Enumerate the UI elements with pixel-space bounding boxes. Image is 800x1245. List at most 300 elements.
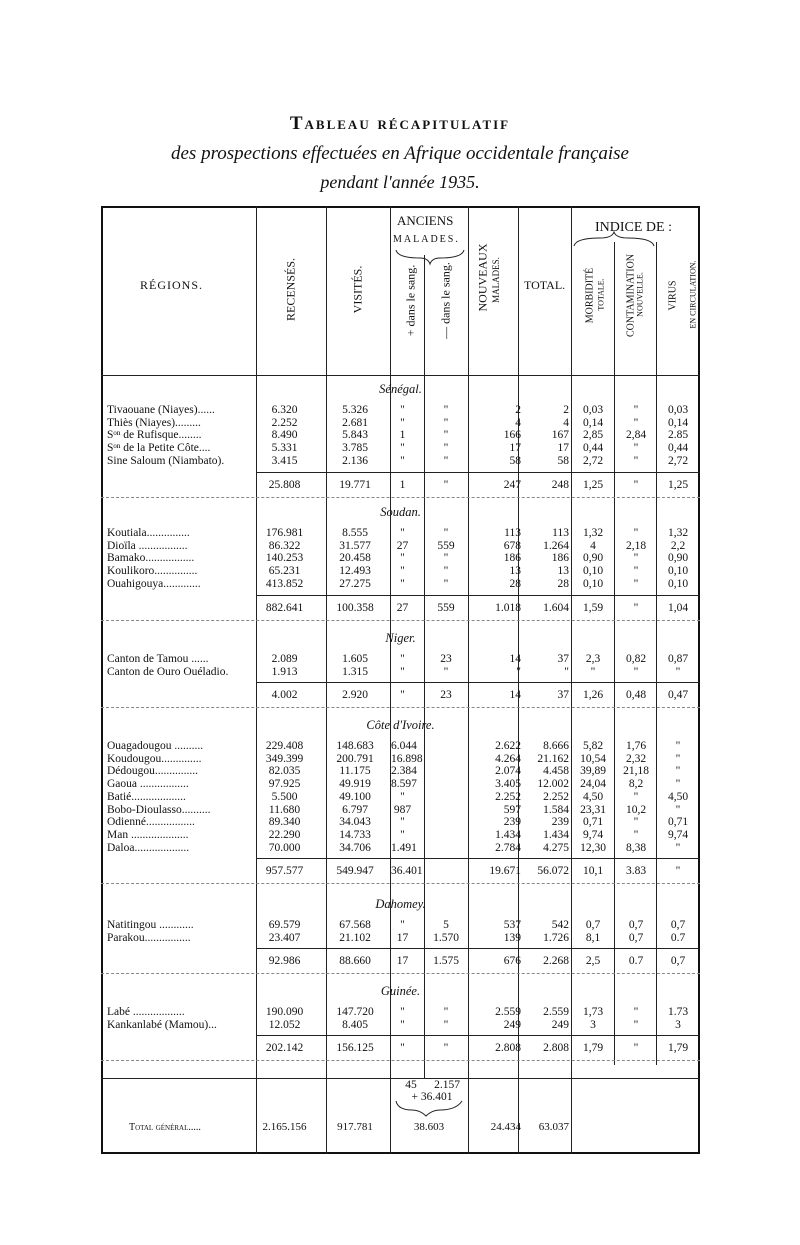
- region-name: Ouagadougou ..........: [107, 740, 204, 752]
- table-row: [101, 829, 700, 842]
- cell-value: 987: [393, 803, 412, 816]
- cell-value: 22.290: [268, 828, 301, 841]
- header-nouveaux-malades: MALADES.: [491, 257, 501, 303]
- subtotal-value: 2.268: [543, 955, 569, 968]
- subtotal-value: ": [443, 1042, 449, 1055]
- cell-value: 70.000: [268, 841, 301, 854]
- subtotal-value: 19.771: [339, 478, 371, 491]
- cell-value: 1.570: [433, 931, 459, 944]
- cell-value: 2: [515, 404, 521, 416]
- cell-value: ": [443, 577, 449, 590]
- cell-value: ": [400, 416, 405, 429]
- subtotal-value: 2.808: [543, 1042, 569, 1055]
- cell-value: ": [633, 454, 639, 467]
- cell-value: 5.331: [271, 442, 298, 455]
- cell-value: 1.491: [391, 841, 417, 854]
- subtotal-value: 19.671: [489, 865, 521, 878]
- cell-value: ": [443, 527, 449, 539]
- cell-value: 4.264: [495, 752, 521, 765]
- header-total: TOTAL.: [524, 278, 566, 292]
- cell-value: 140.253: [265, 552, 304, 565]
- subtotal-value: ": [633, 478, 639, 491]
- table-row: [101, 417, 700, 430]
- cell-value: ": [443, 416, 449, 429]
- subtotal-value: 1,25: [667, 478, 689, 491]
- subtotal-value: 2.808: [495, 1042, 521, 1055]
- cell-value: 0,82: [625, 653, 647, 665]
- subtotal-value: 559: [437, 601, 455, 614]
- header-recenses: RECENSÉS.: [283, 258, 298, 322]
- cell-value: 8.490: [271, 429, 298, 442]
- cell-value: ": [443, 454, 449, 467]
- cell-value: 49.100: [339, 790, 371, 803]
- cell-value: ": [633, 416, 639, 429]
- cell-value: 0,03: [667, 404, 689, 416]
- section-separator: [101, 883, 700, 884]
- region-name: Gaoua .................: [107, 778, 189, 791]
- header-virus-circulation: EN CIRCULATION.: [688, 260, 698, 329]
- cell-value: 23.407: [268, 931, 301, 944]
- cell-value: ": [400, 552, 405, 565]
- cell-value: 21,18: [623, 765, 649, 778]
- subtotal-value: 248: [551, 478, 569, 491]
- section-separator: [101, 620, 700, 621]
- cell-value: 12,30: [580, 841, 606, 854]
- subtotal-value: 10,1: [582, 865, 604, 878]
- region-name: Koutiala...............: [107, 527, 190, 539]
- region-name: Ouahigouya.............: [107, 577, 201, 590]
- cell-value: 14: [509, 653, 521, 665]
- section-separator: [101, 1060, 700, 1061]
- region-name: Sᵒⁿ de la Petite Côte....: [107, 442, 211, 455]
- grand-anciens: 38.603: [413, 1121, 445, 1133]
- cell-value: 4: [563, 416, 569, 429]
- subtotal-value: ": [400, 1042, 405, 1055]
- cell-value: ": [675, 752, 681, 765]
- subtotal-value: 36.401: [391, 865, 423, 878]
- region-name: Batié...................: [107, 790, 186, 803]
- cell-value: ": [675, 665, 681, 678]
- cell-value: 1.913: [271, 665, 298, 678]
- subtotal-value: 0.7: [628, 955, 644, 968]
- subtotal-value: 14: [509, 689, 521, 702]
- table-row: [101, 429, 700, 442]
- cell-value: ": [400, 577, 405, 590]
- section-separator: [101, 497, 700, 498]
- table-row: [101, 578, 700, 591]
- region-name: Man ....................: [107, 828, 189, 841]
- subtotal-value: 0,47: [667, 689, 689, 702]
- subtotal-value: 100.358: [336, 601, 374, 614]
- subtotal-value: ": [633, 1042, 639, 1055]
- cell-value: 4: [515, 416, 521, 429]
- cell-value: 9,74: [667, 828, 689, 841]
- cell-value: 166: [503, 429, 521, 442]
- cell-value: 20.458: [339, 552, 371, 565]
- table-row: [101, 565, 700, 578]
- cell-value: 147.720: [336, 1006, 374, 1018]
- table-row: [101, 765, 700, 778]
- cell-value: 97.925: [268, 778, 301, 791]
- subtotal-row: [101, 479, 700, 492]
- cell-value: 1.264: [543, 539, 569, 552]
- subtotal-rule: [256, 472, 700, 473]
- cell-value: 1,76: [625, 740, 647, 752]
- cell-value: ": [400, 527, 405, 539]
- cell-value: 0,71: [667, 816, 689, 829]
- cell-value: ": [443, 442, 449, 455]
- cell-value: 3: [675, 1018, 681, 1031]
- region-name: Bobo-Dioulasso..........: [107, 803, 211, 816]
- cell-value: 2.384: [391, 765, 417, 778]
- cell-value: 239: [551, 816, 569, 829]
- cell-value: 2: [563, 404, 569, 416]
- cell-value: 3.785: [342, 442, 368, 455]
- grand-plus: 45: [405, 1079, 417, 1091]
- subtotal-value: ": [675, 865, 681, 878]
- header-rule: [101, 375, 700, 376]
- cell-value: 67.568: [339, 919, 371, 931]
- header-anciens: ANCIENS: [397, 213, 454, 228]
- cell-value: 249: [503, 1018, 521, 1031]
- header-indice: INDICE DE :: [595, 220, 672, 235]
- cell-value: 6.320: [271, 404, 298, 416]
- cell-value: ": [633, 828, 639, 841]
- subtotal-value: 1.018: [495, 601, 521, 614]
- cell-value: ": [400, 1018, 405, 1031]
- cell-value: 6.044: [391, 740, 417, 752]
- cell-value: 82.035: [268, 765, 301, 778]
- cell-value: 559: [437, 539, 455, 552]
- subtotal-row: [101, 955, 700, 968]
- section-heading: Dahomey.: [375, 897, 426, 911]
- header-regions: RÉGIONS.: [140, 278, 204, 292]
- section-heading: Sénégal.: [379, 382, 422, 396]
- table-year: pendant l'année 1935.: [320, 172, 480, 192]
- cell-value: 2,84: [625, 429, 647, 442]
- cell-value: ": [633, 816, 639, 829]
- subtotal-row: [101, 602, 700, 615]
- cell-value: 3.405: [495, 778, 521, 791]
- cell-value: 1.73: [667, 1006, 689, 1018]
- cell-value: 2,32: [625, 752, 647, 765]
- section-heading: Niger.: [385, 631, 416, 645]
- cell-value: 0,44: [582, 442, 604, 455]
- subtotal-rule: [256, 948, 700, 949]
- cell-value: 0,7: [670, 919, 686, 931]
- region-name: Kankanlabé (Mamou)...: [107, 1018, 217, 1031]
- cell-value: 0,10: [582, 577, 604, 590]
- subtotal-row: [101, 865, 700, 878]
- cell-value: 16.898: [391, 752, 423, 765]
- region-name: Sine Saloum (Niambato).: [107, 454, 225, 467]
- cell-value: 176.981: [265, 527, 304, 539]
- subtotal-value: 1,79: [667, 1042, 689, 1055]
- cell-value: 2,2: [670, 539, 686, 552]
- cell-value: 5.843: [342, 429, 368, 442]
- grand-total-label: Total général.....: [129, 1122, 201, 1133]
- cell-value: 2.089: [271, 653, 298, 665]
- cell-value: 49.919: [339, 778, 371, 791]
- region-name: Canton de Ouro Ouéladio.: [107, 665, 229, 678]
- cell-value: 14.733: [339, 828, 371, 841]
- cell-value: 17: [509, 442, 521, 455]
- cell-value: 2.074: [495, 765, 521, 778]
- table-row: [101, 740, 700, 753]
- header-virus: VIRUS: [667, 280, 679, 311]
- grand-nouveaux: 24.434: [490, 1121, 521, 1133]
- subtotal-value: 2.920: [342, 689, 368, 702]
- cell-value: ": [633, 665, 639, 678]
- subtotal-value: ": [400, 689, 405, 702]
- cell-value: 4,50: [582, 790, 604, 803]
- cell-value: 2.136: [342, 454, 368, 467]
- subtotal-value: 1: [399, 478, 406, 491]
- cell-value: 23,31: [580, 803, 606, 816]
- table-row: [101, 455, 700, 468]
- table-row: [101, 753, 700, 766]
- table-row: [101, 552, 700, 565]
- cell-value: 186: [503, 552, 521, 565]
- cell-value: ": [400, 919, 405, 931]
- cell-value: ": [564, 665, 569, 678]
- table-row: [101, 527, 700, 540]
- table-row: [101, 816, 700, 829]
- subtotal-value: 0,48: [625, 689, 647, 702]
- cell-value: 12.493: [339, 565, 371, 578]
- cell-value: 2.559: [495, 1006, 521, 1018]
- cell-value: ": [443, 665, 449, 678]
- subtotal-value: ": [443, 478, 449, 491]
- grand-visites: 917.781: [337, 1121, 373, 1133]
- subtotal-value: 92.986: [268, 955, 301, 968]
- subtotal-value: 156.125: [336, 1042, 374, 1055]
- cell-value: ": [443, 429, 449, 442]
- section-separator: [101, 707, 700, 708]
- region-name: Labé ..................: [107, 1006, 185, 1018]
- cell-value: 2.622: [495, 740, 521, 752]
- cell-value: 0,03: [582, 404, 604, 416]
- cell-value: 21.102: [339, 931, 371, 944]
- cell-value: ": [633, 1006, 639, 1018]
- cell-value: 28: [509, 577, 521, 590]
- cell-value: 8,38: [625, 841, 647, 854]
- table-subtitle: des prospections effectuées en Afrique occidentale française: [171, 143, 629, 164]
- cell-value: 8,1: [585, 931, 601, 944]
- cell-value: 1.434: [495, 828, 521, 841]
- cell-value: 13: [509, 565, 521, 578]
- cell-value: 1.605: [342, 653, 368, 665]
- header-contamination: CONTAMINATION: [625, 253, 637, 338]
- cell-value: 2,72: [582, 454, 604, 467]
- cell-value: 23: [440, 653, 452, 665]
- cell-value: 4.458: [543, 765, 569, 778]
- subtotal-value: 202.142: [265, 1042, 304, 1055]
- cell-value: ": [675, 765, 681, 778]
- cell-value: 2.559: [543, 1006, 569, 1018]
- cell-value: 0,44: [667, 442, 689, 455]
- subtotal-rule: [256, 1035, 700, 1036]
- subtotal-row: [101, 689, 700, 702]
- cell-value: 11.680: [268, 803, 301, 816]
- cell-value: 2.252: [543, 790, 569, 803]
- cell-value: ": [590, 665, 596, 678]
- header-contamination-nouvelle: NOUVELLE.: [635, 272, 645, 317]
- cell-value: 10,2: [625, 803, 647, 816]
- cell-value: 0,90: [667, 552, 689, 565]
- subtotal-value: 1.604: [543, 601, 569, 614]
- cell-value: ": [633, 1018, 639, 1031]
- subtotal-value: 23: [440, 689, 452, 702]
- cell-value: 0,87: [667, 653, 689, 665]
- grand-plus-total: + 36.401: [411, 1091, 453, 1103]
- cell-value: 0,71: [582, 816, 604, 829]
- region-name: Dédougou...............: [107, 765, 199, 778]
- section-separator: [101, 973, 700, 974]
- cell-value: ": [400, 816, 405, 829]
- cell-value: 0,10: [667, 577, 689, 590]
- subtotal-rule: [256, 595, 700, 596]
- cell-value: 2,72: [667, 454, 689, 467]
- cell-value: 12.002: [537, 778, 569, 791]
- subtotal-value: 88.660: [339, 955, 371, 968]
- table-row: [101, 842, 700, 855]
- cell-value: 4: [590, 539, 596, 552]
- table-title: Tableau récapitulatif: [289, 113, 511, 134]
- section-heading: Soudan.: [380, 505, 421, 519]
- cell-value: 190.090: [265, 1006, 304, 1018]
- cell-value: 24,04: [580, 778, 606, 791]
- cell-value: 17: [557, 442, 569, 455]
- table-row: [101, 442, 700, 455]
- cell-value: 34.706: [339, 841, 371, 854]
- cell-value: 148.683: [336, 740, 374, 752]
- cell-value: 5: [443, 919, 449, 931]
- cell-value: 1.315: [342, 665, 368, 678]
- region-name: Thiès (Niayes).........: [107, 416, 201, 429]
- header-malades: MALADES.: [393, 234, 460, 245]
- cell-value: 0.7: [670, 931, 686, 944]
- cell-value: ": [443, 565, 449, 578]
- cell-value: ": [675, 740, 681, 752]
- cell-value: 349.399: [265, 752, 304, 765]
- subtotal-value: 957.577: [265, 865, 304, 878]
- cell-value: ": [400, 454, 405, 467]
- subtotal-value: 25.808: [268, 478, 301, 491]
- cell-value: ": [400, 665, 405, 678]
- cell-value: 229.408: [265, 740, 304, 752]
- cell-value: 167: [551, 429, 569, 442]
- cell-value: 31.577: [339, 539, 371, 552]
- cell-value: 413.852: [265, 577, 304, 590]
- cell-value: 0,7: [628, 931, 644, 944]
- subtotal-value: 1,59: [582, 601, 604, 614]
- cell-value: 0,90: [582, 552, 604, 565]
- cell-value: 0,14: [667, 416, 689, 429]
- cell-value: 6.797: [342, 803, 368, 816]
- cell-value: 542: [551, 919, 569, 931]
- subtotal-value: 0,7: [670, 955, 686, 968]
- cell-value: ": [633, 565, 639, 578]
- region-name: Koudougou..............: [107, 752, 202, 765]
- cell-value: ": [400, 565, 405, 578]
- cell-value: 5.500: [271, 790, 298, 803]
- cell-value: 2.85: [667, 429, 689, 442]
- cell-value: ": [400, 442, 405, 455]
- cell-value: 2.252: [495, 790, 521, 803]
- cell-value: 8,2: [628, 778, 644, 791]
- cell-value: 2,3: [585, 653, 601, 665]
- cell-value: ": [443, 1006, 449, 1018]
- table-row: [101, 1019, 700, 1032]
- cell-value: 3: [590, 1018, 596, 1031]
- header-morbidite-totale: TOTALE.: [596, 278, 606, 311]
- cell-value: 2.784: [495, 841, 521, 854]
- region-name: Tivaouane (Niayes)......: [107, 404, 215, 416]
- cell-value: 678: [503, 539, 521, 552]
- region-name: Daloa...................: [107, 841, 190, 854]
- subtotal-value: ": [633, 601, 639, 614]
- table-row: [101, 932, 700, 945]
- cell-value: ": [633, 404, 639, 416]
- cell-value: 200.791: [336, 752, 374, 765]
- subtotal-value: 1,25: [582, 478, 604, 491]
- cell-value: 0,14: [582, 416, 604, 429]
- subtotal-value: 4.002: [271, 689, 298, 702]
- region-name: Koulikoro...............: [107, 565, 198, 578]
- cell-value: 3.415: [271, 454, 298, 467]
- table-row: [101, 540, 700, 553]
- subtotal-value: 17: [396, 955, 409, 968]
- subtotal-value: 676: [503, 955, 521, 968]
- subtotal-value: 37: [557, 689, 569, 702]
- table-row: [101, 404, 700, 417]
- cell-value: 10,54: [580, 752, 606, 765]
- table-row: [101, 778, 700, 791]
- region-name: Sᵒⁿ de Rufisque........: [107, 429, 202, 442]
- subtotal-value: 549.947: [336, 865, 374, 878]
- cell-value: 8.405: [342, 1018, 368, 1031]
- subtotal-value: 1,79: [582, 1042, 604, 1055]
- region-name: Natitingou ............: [107, 919, 194, 931]
- cell-value: 1,32: [582, 527, 604, 539]
- grand-total: 63.037: [538, 1121, 569, 1133]
- cell-value: 37: [557, 653, 569, 665]
- cell-value: 4.275: [543, 841, 569, 854]
- cell-value: 1.434: [543, 828, 569, 841]
- section-heading: Guinée.: [380, 984, 421, 998]
- cell-value: ": [443, 552, 449, 565]
- cell-value: 0,10: [667, 565, 689, 578]
- cell-value: 1,32: [667, 527, 689, 539]
- grand-recenses: 2.165.156: [262, 1121, 307, 1133]
- header-nouveaux: NOUVEAUX: [475, 243, 490, 312]
- subtotal-value: 1.575: [433, 955, 459, 968]
- cell-value: 1: [399, 429, 406, 442]
- cell-value: ": [633, 552, 639, 565]
- cell-value: ": [400, 790, 405, 803]
- cell-value: 597: [503, 803, 521, 816]
- cell-value: ": [633, 790, 639, 803]
- cell-value: ": [443, 1018, 449, 1031]
- cell-value: 27.275: [339, 577, 371, 590]
- table-row: [101, 919, 700, 932]
- cell-value: 9,74: [582, 828, 604, 841]
- cell-value: 186: [551, 552, 569, 565]
- header-morbidite: MORBIDITÉ: [584, 267, 596, 324]
- cell-value: 0,10: [582, 565, 604, 578]
- cell-value: 139: [503, 931, 521, 944]
